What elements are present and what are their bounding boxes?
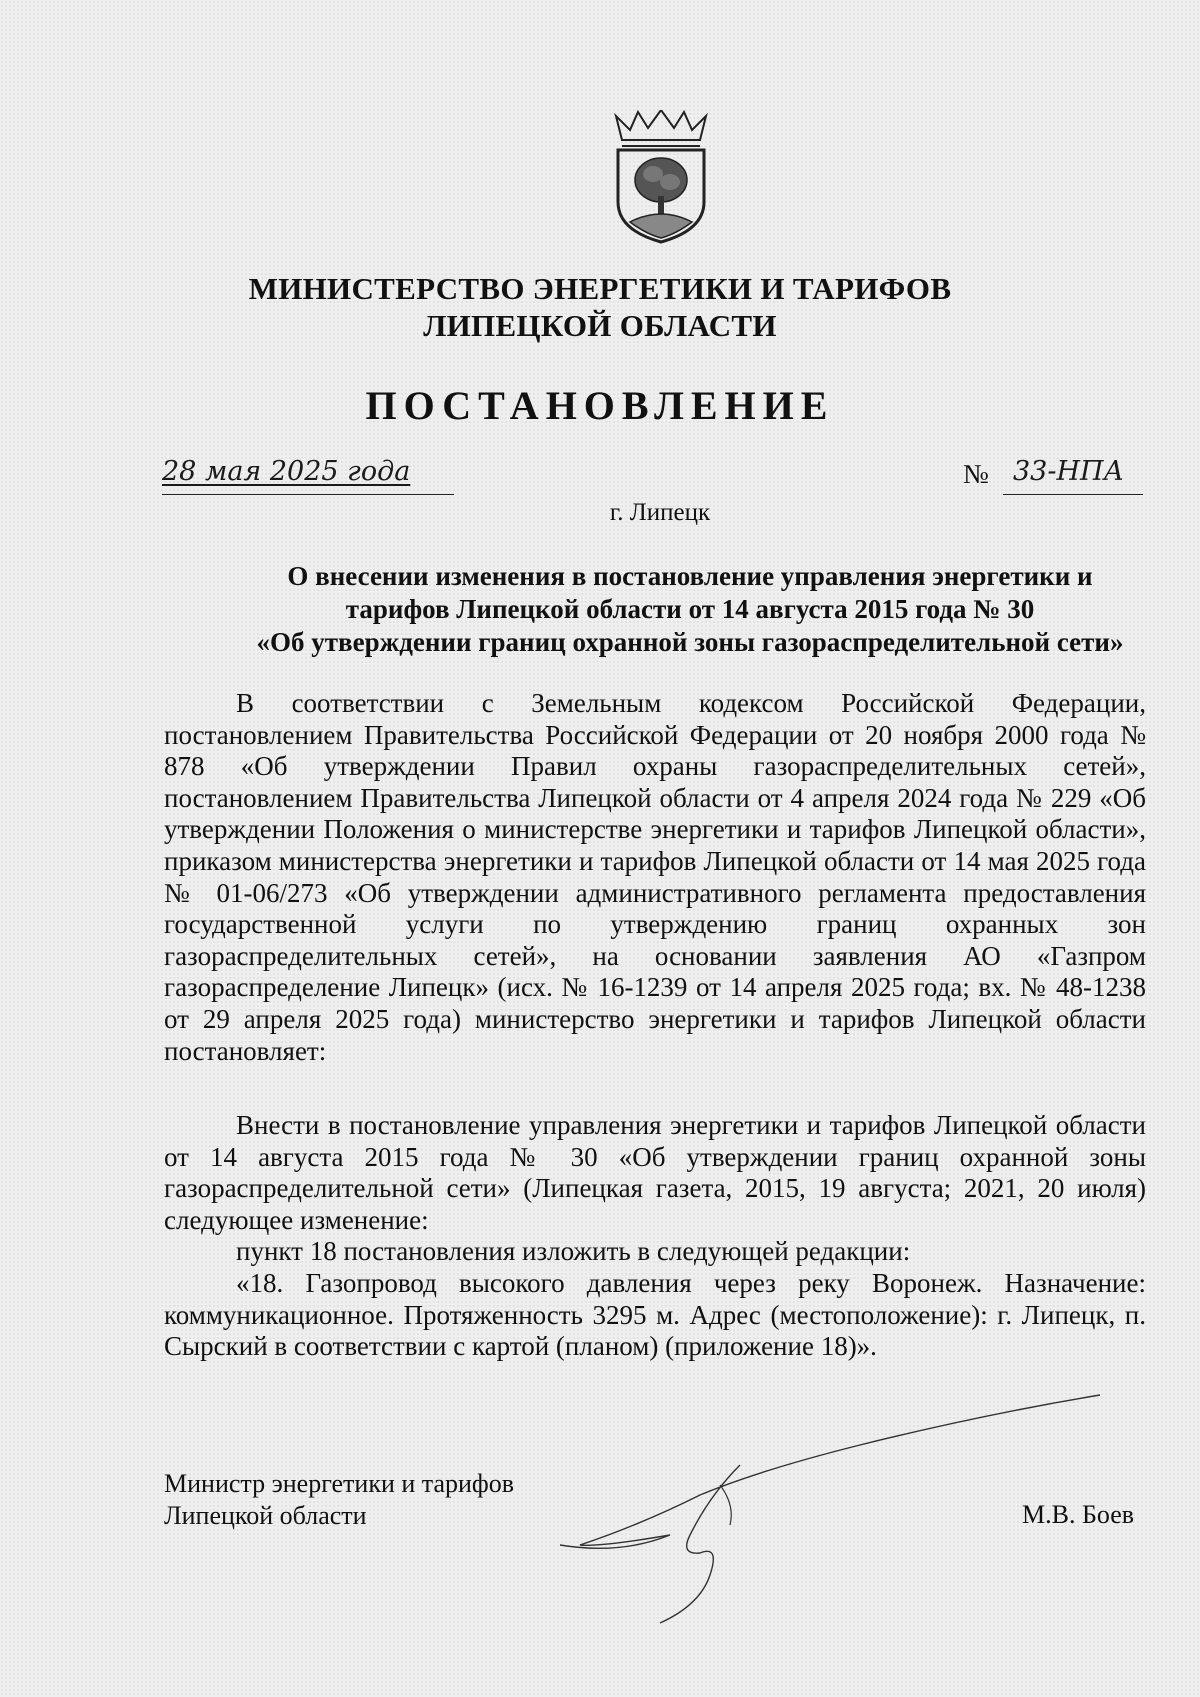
date-field xyxy=(162,458,454,495)
number-label: № xyxy=(963,459,989,489)
document-type: ПОСТАНОВЛЕНИЕ xyxy=(365,383,835,428)
signer-position-line2: Липецкой области xyxy=(164,1501,367,1530)
signer-position xyxy=(164,1468,514,1532)
subject-line1: О внесении изменения в постановление управления энергетики и xyxy=(287,561,1093,591)
body-resolution xyxy=(164,1110,1146,1363)
subject-line2: тарифов Липецкой области от 14 августа 2015 года № 30 xyxy=(345,594,1035,624)
signer-name: М.В. Боев xyxy=(1022,1500,1135,1529)
paragraph-amendment: Внести в постановление управления энергетики и тарифов Липецкой области от 14 августа 2015 года № 30 «Об утверждении границ охранной зоны газораспределительной сети» (Липецкая газета, 2015, 19 августа; 2021, 20 июля) следующее изменение: xyxy=(164,1110,1146,1235)
lipetsk-coat-of-arms-icon xyxy=(608,110,714,244)
handwritten-number: 33-НПА xyxy=(1013,456,1125,487)
ministry-name-line2: ЛИПЕЦКОЙ ОБЛАСТИ xyxy=(423,308,777,343)
paragraph-clause-intro: пункт 18 постановления изложить в следующей редакции: xyxy=(236,1236,911,1267)
handwritten-date: 28 мая 2025 года xyxy=(162,456,411,487)
paragraph-preamble: В соответствии с Земельным кодексом Российской Федерации, постановлением Правительства Российской Федерации от 20 ноября 2000 года № 878 «Об утверждении Правил охраны газораспределительных сетей», постановлением Правительства Липецкой области от 4 апреля 2024 года № 229 «Об утверждении Положения о министерстве энергетики и тарифов Липецкой области», приказом министерства энергетики и тарифов Липецкой области от 14 мая 2025 года № 01-06/273 «Об утверждении административного регламента предоставления государственной услуги по утверждению границ охранных зон газораспределительных сетей», на основании заявления АО «Газпром газораспределение Липецк» (исх. № 16-1239 от 14 апреля 2025 года; вх. № 48-1238 от 29 апреля 2025 года) министерство энергетики и тарифов Липецкой области постановляет: xyxy=(164,688,1146,1066)
ministry-name-line1: МИНИСТЕРСТВО ЭНЕРГЕТИКИ И ТАРИФОВ xyxy=(248,271,952,306)
document-subject xyxy=(210,560,1170,659)
paragraph-clause-18: «18. Газопровод высокого давления через реку Воронеж. Назначение: коммуникационное. Протяженность 3295 м. Адрес (местоположение): г. Липецк, п. Сырский в соответствии с картой (планом) (приложение 18)». xyxy=(164,1267,1146,1362)
subject-line3: «Об утверждении границ охранной зоны газораспределительной сети» xyxy=(256,627,1124,657)
body-preamble xyxy=(164,688,1146,1067)
signer-position-line1: Министр энергетики и тарифов xyxy=(164,1469,515,1498)
city: г. Липецк xyxy=(609,499,711,526)
number-field xyxy=(1003,458,1143,495)
